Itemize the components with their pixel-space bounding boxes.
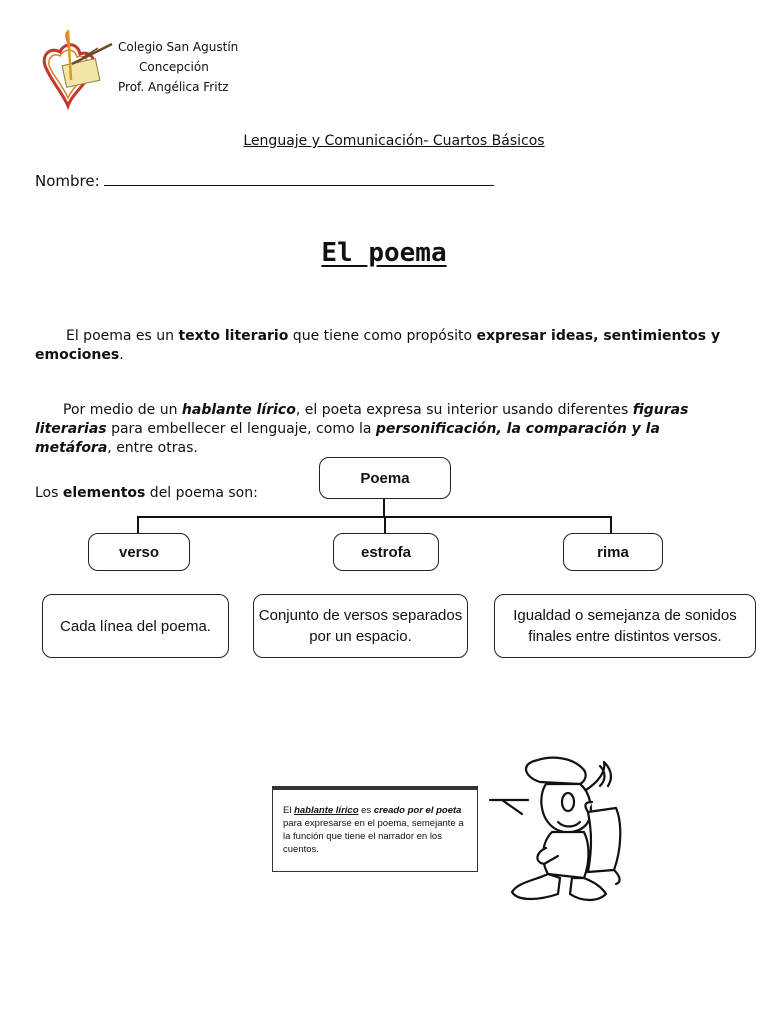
school-logo-icon <box>38 28 118 110</box>
teacher-name: Prof. Angélica Fritz <box>118 80 229 94</box>
school-name: Colegio San Agustín <box>118 40 239 54</box>
diagram-node-rima: rima <box>563 533 663 571</box>
name-label: Nombre: <box>35 172 100 190</box>
subject-line: Lenguaje y Comunicación- Cuartos Básicos <box>243 133 545 149</box>
page-title: El poema <box>321 238 447 268</box>
definition-estrofa: Conjunto de versos separados por un espacio. <box>253 594 468 658</box>
diagram-root-poema: Poema <box>319 457 451 499</box>
smurf-poet-illustration-icon <box>488 752 648 908</box>
school-city: Concepción <box>139 60 209 74</box>
diagram-connector-horizontal <box>137 516 611 518</box>
diagram-connector-verso <box>137 516 139 533</box>
diagram-connector-root <box>383 497 385 516</box>
name-row <box>35 170 494 190</box>
diagram-connector-rima <box>610 516 612 533</box>
paragraph-definition: El poema es un texto literario que tiene como propósito expresar ideas, sentimientos y emociones. <box>35 328 721 363</box>
diagram-node-estrofa: estrofa <box>333 533 439 571</box>
name-blank-line[interactable] <box>104 170 494 186</box>
diagram-node-verso: verso <box>88 533 190 571</box>
school-header <box>118 37 238 97</box>
definition-verso: Cada línea del poema. <box>42 594 229 658</box>
diagram-connector-estrofa <box>384 516 386 533</box>
paragraph-hablante: Por medio de un hablante lírico, el poeta expresa su interior usando diferentes figuras literarias para embellecer el lenguaje, como la personificación, la comparación y la metáfora, entre otras. <box>35 402 689 456</box>
hablante-lirico-note: El hablante lírico es creado por el poeta para expresarse en el poema, semejante a la función que tiene el narrador en los cuentos. <box>272 786 478 872</box>
elements-intro: Los elementos del poema son: <box>35 485 258 501</box>
definition-rima: Igualdad o semejanza de sonidos finales entre distintos versos. <box>494 594 756 658</box>
